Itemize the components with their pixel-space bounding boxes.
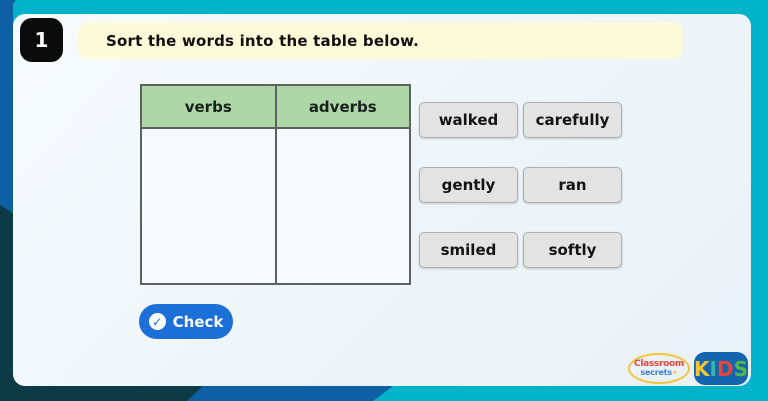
word-tile-gently[interactable]: gently	[419, 167, 518, 203]
word-tile-softly[interactable]: softly	[523, 232, 622, 268]
kids-letter-i: I	[709, 356, 717, 381]
classroom-secrets-logo	[628, 353, 690, 384]
adverbs-drop-zone[interactable]	[277, 129, 410, 283]
table-header-verbs: verbs	[142, 86, 277, 127]
kids-letter-d: D	[716, 356, 734, 381]
word-tile-smiled[interactable]: smiled	[419, 232, 518, 268]
kids-letter-k: K	[694, 356, 710, 381]
kids-letter-s: S	[733, 356, 748, 381]
word-tile-carefully[interactable]: carefully	[523, 102, 622, 138]
sort-table	[140, 84, 411, 285]
sort-table-header-row	[142, 86, 409, 129]
check-button[interactable]	[139, 304, 233, 339]
check-button-label: Check	[172, 312, 224, 331]
word-tile-walked[interactable]: walked	[419, 102, 518, 138]
question-prompt-banner	[78, 22, 683, 59]
question-number: 1	[34, 28, 49, 52]
question-number-badge	[20, 18, 63, 62]
secrets-logo-text: secrets✦	[640, 368, 678, 377]
star-icon: ✦	[671, 369, 678, 377]
word-tile-ran[interactable]: ran	[523, 167, 622, 203]
classroom-logo-text: Classroom	[634, 359, 684, 369]
table-header-adverbs: adverbs	[308, 97, 377, 116]
sort-table-body-row	[142, 129, 409, 283]
verbs-drop-zone[interactable]	[142, 129, 277, 283]
kids-logo	[694, 352, 748, 385]
question-prompt-text: Sort the words into the table below.	[106, 31, 420, 50]
check-circle-icon: ✓	[149, 313, 166, 330]
